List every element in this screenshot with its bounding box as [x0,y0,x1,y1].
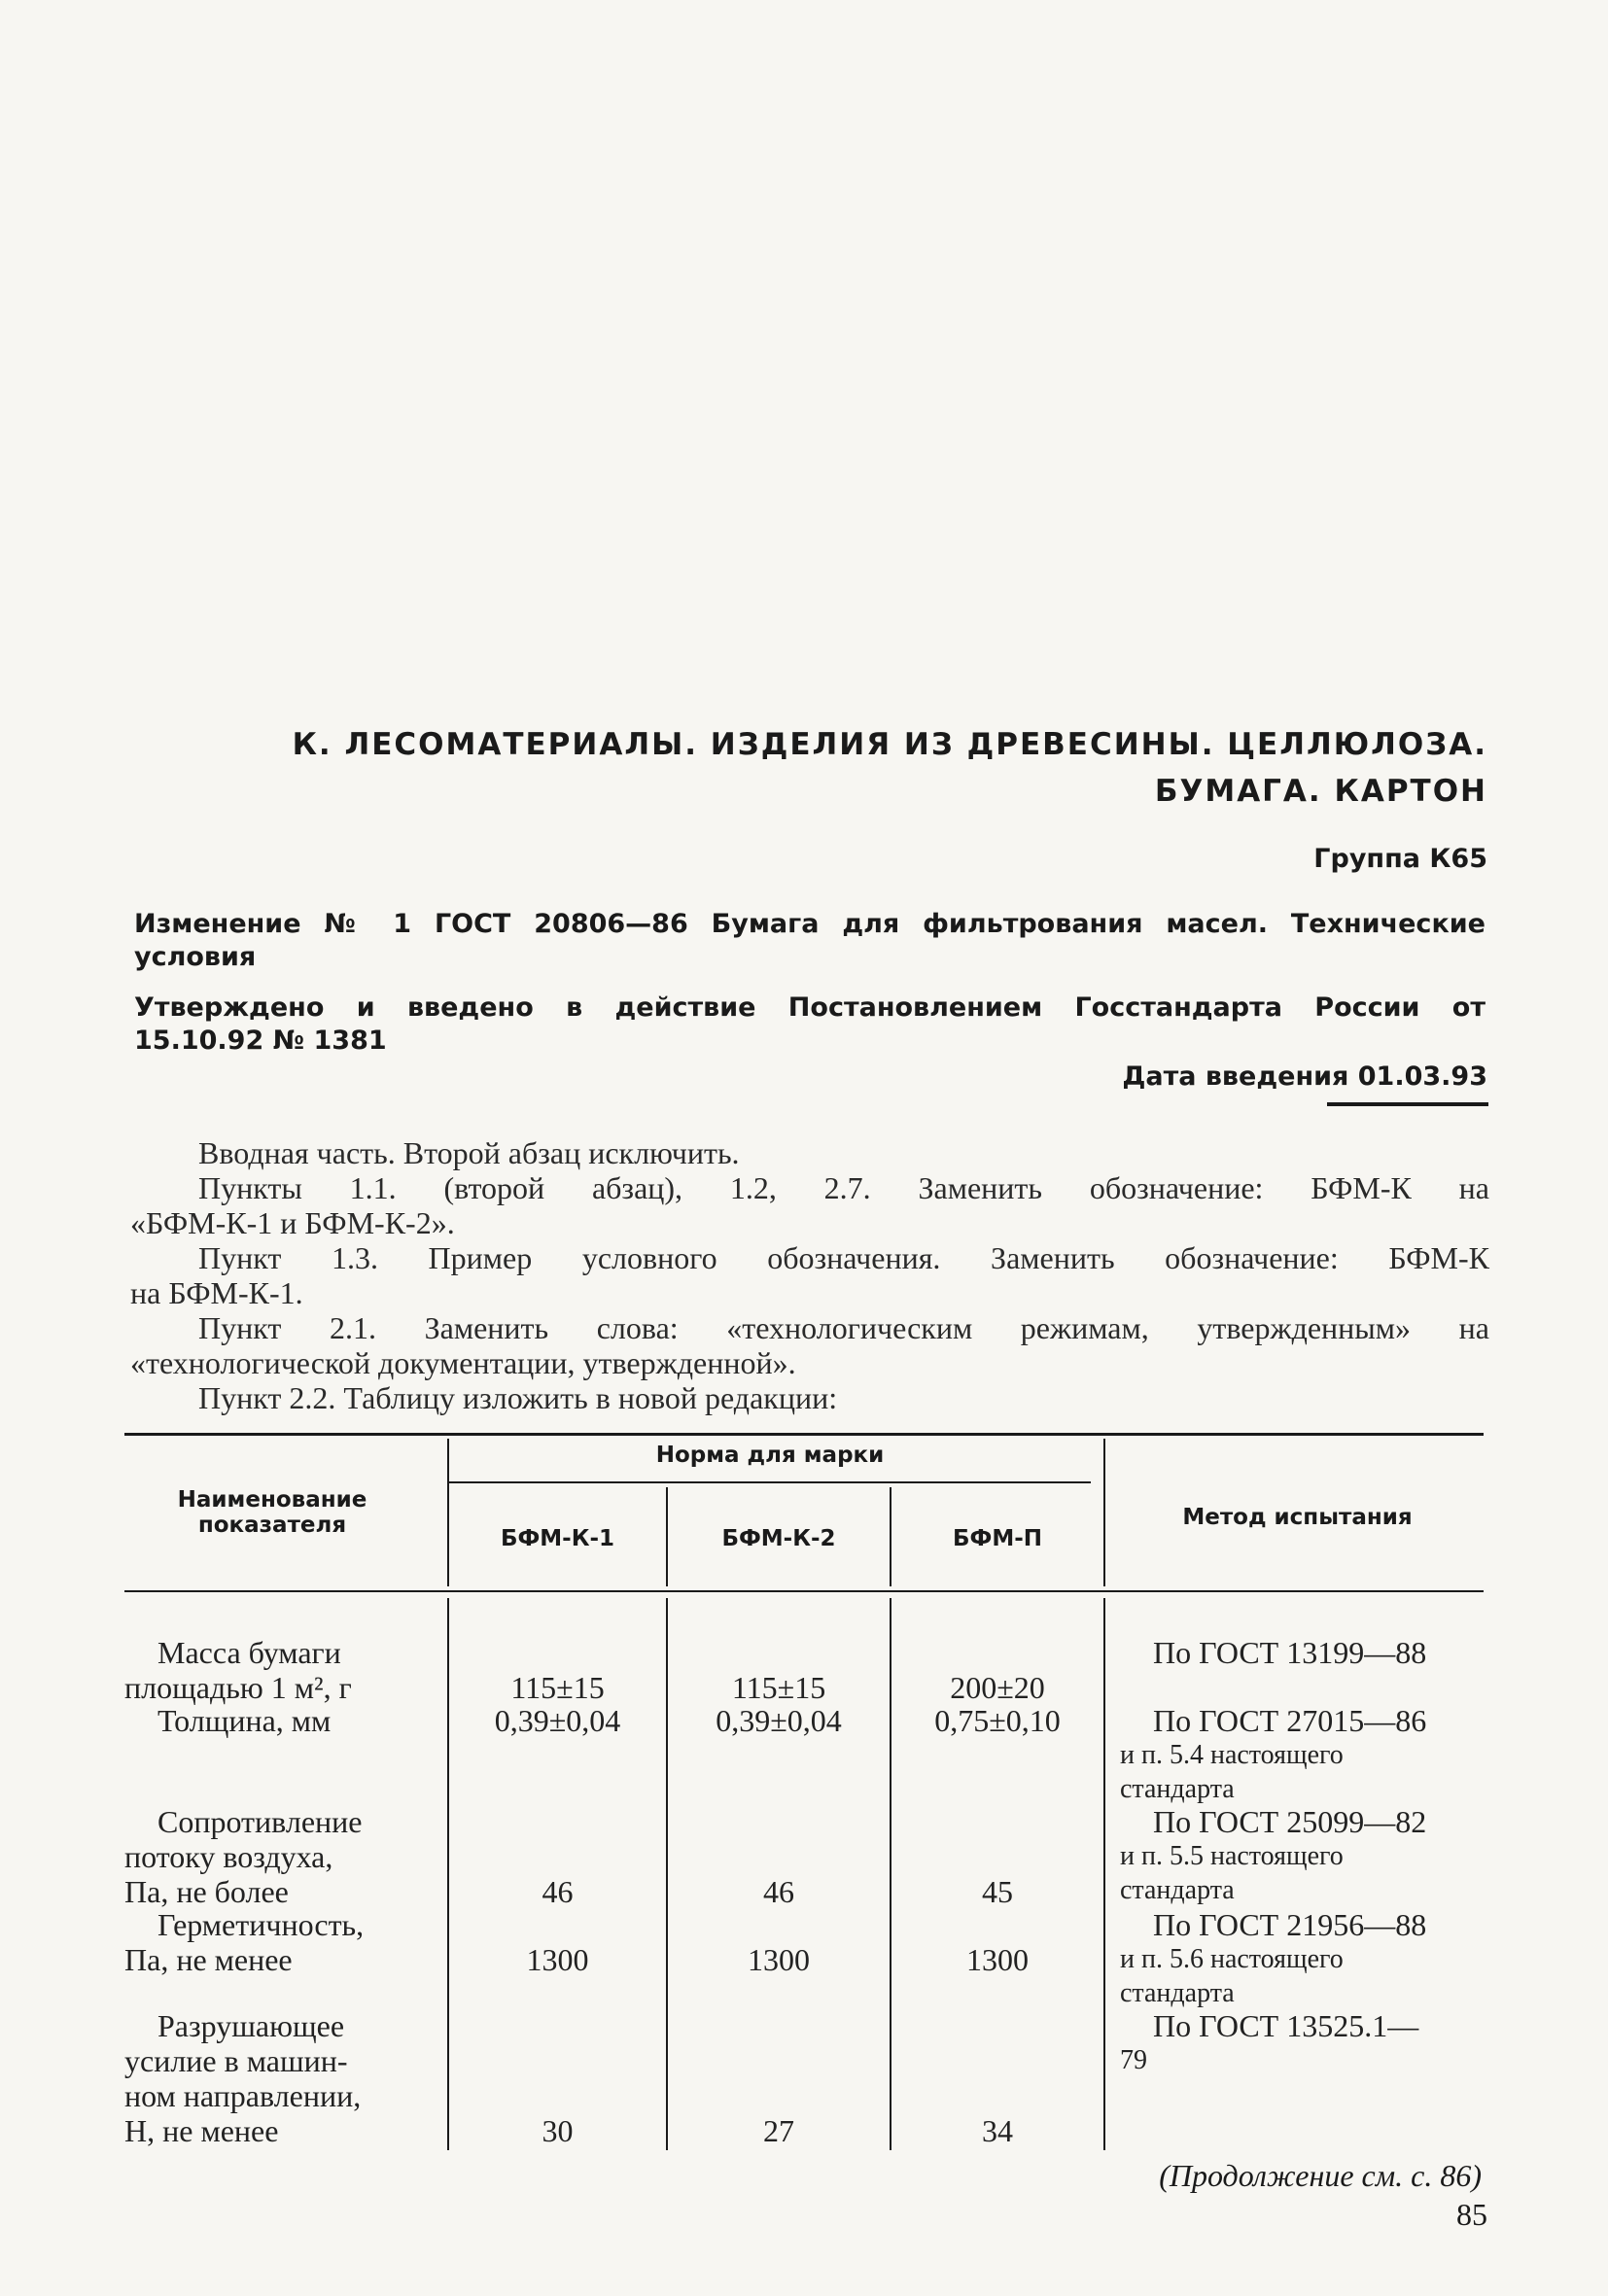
header-method: Метод испытания [1182,1505,1413,1530]
paragraph-cont: на БФМ-К-1. [130,1275,303,1310]
row-name-line: Герметичность, [157,1907,365,1942]
row-name-line: Н, не менее [124,2113,279,2148]
table-row-name [124,1703,416,1738]
cell-grade-2: 1300 [748,1942,810,1977]
header-bottom-rule [124,1590,1484,1592]
row-name-line: Разрушающее [157,2008,345,2043]
cell-grade-2: 115±15 [731,1670,826,1705]
cell-method [1120,1804,1489,1907]
paragraph-cont: «БФМ-К-1 и БФМ-К-2». [130,1205,455,1240]
method-line: стандарта [1120,1978,1235,2008]
norm-sub-rule [449,1481,1091,1483]
table-row-name [124,2008,416,2148]
effective-date-value: 01.03.93 [1357,1061,1487,1092]
table-row-name [124,1804,416,1909]
cell-grade-3: 200±20 [950,1670,1045,1705]
col-divider [1103,1598,1105,2150]
paragraph: Пункт 1.3. Пример условного обозначения. Заменить обозначение: БФМ-К [198,1240,1489,1275]
method-line: По ГОСТ 25099—82 [1153,1804,1427,1839]
cell-grade-2: 0,39±0,04 [716,1703,842,1738]
cell-grade-1: 0,39±0,04 [494,1703,621,1738]
method-line: стандарта [1120,1774,1235,1804]
cell-grade-1: 46 [542,1874,574,1909]
cell-grade-2: 27 [763,2113,794,2148]
cell-method [1120,2008,1489,2077]
cell-grade-1: 30 [542,2113,574,2148]
method-line: По ГОСТ 13525.1— [1153,2008,1419,2043]
cell-grade-2: 46 [763,1874,794,1909]
change-title-line1: Изменение № 1 ГОСТ 20806—86 Бумага для фильтрования масел. Технические [134,909,1486,939]
paragraph-cont: «технологической документации, утвержденной». [130,1345,796,1380]
section-heading-line2: БУМАГА. КАРТОН [1154,774,1487,809]
row-name-line: Па, не более [124,1874,289,1909]
header-grade-2: БФМ-К-2 [721,1526,836,1551]
cell-grade-1: 115±15 [510,1670,605,1705]
cell-grade-3: 1300 [966,1942,1029,1977]
continuation-note: (Продолжение см. с. 86) [1159,2158,1482,2193]
paragraph: Вводная часть. Второй абзац исключить. [198,1135,740,1170]
header-grade-3: БФМ-П [952,1526,1043,1551]
page-number: 85 [1456,2197,1487,2232]
table-row-name [124,1907,416,1977]
cell-grade-3: 34 [982,2113,1013,2148]
method-line: По ГОСТ 13199—88 [1153,1635,1427,1670]
method-line: 79 [1120,2045,1147,2075]
method-line: По ГОСТ 27015—86 [1153,1703,1427,1738]
row-name-line: потоку воздуха, [124,1839,333,1874]
group-label: Группа К65 [1313,844,1487,874]
row-name-line: усилие в машин- [124,2043,348,2078]
table-row-name [124,1635,416,1705]
effective-date [1122,1061,1487,1094]
paragraph: Пункт 2.1. Заменить слова: «технологическим режимам, утвержденным» на [198,1310,1489,1345]
method-line: стандарта [1120,1875,1235,1905]
row-name-line: Па, не менее [124,1942,293,1977]
approval-line2: 15.10.92 № 1381 [134,1026,387,1056]
method-line: и п. 5.4 настоящего [1120,1740,1344,1770]
effective-date-label: Дата введения [1122,1061,1358,1092]
method-line: и п. 5.5 настоящего [1120,1841,1344,1871]
row-name-line: Толщина, мм [157,1703,332,1738]
header-grade-1: БФМ-К-1 [500,1526,615,1551]
section-heading [175,721,1487,815]
row-name-line: ном направлении, [124,2078,362,2113]
cell-method [1120,1907,1489,2010]
cell-grade-3: 45 [982,1874,1013,1909]
paragraph: Пункт 2.2. Таблицу изложить в новой редакции: [198,1380,838,1415]
header-name: Наименование показателя [177,1487,367,1538]
approval-text [134,991,1486,1058]
row-name-line: Сопротивление [157,1804,363,1839]
approval-line1: Утверждено и введено в действие Постановлением Госстандарта России от [134,992,1486,1023]
method-line: и п. 5.6 настоящего [1120,1944,1344,1974]
method-line: По ГОСТ 21956—88 [1153,1907,1427,1942]
cell-method [1120,1635,1489,1670]
amendment-text [130,1135,1489,1415]
row-name-line: площадью 1 м², г [124,1670,352,1705]
date-underline [1327,1102,1488,1106]
change-title [134,908,1486,974]
row-name-line: Масса бумаги [157,1635,341,1670]
cell-grade-3: 0,75±0,10 [934,1703,1061,1738]
section-heading-line1: К. ЛЕСОМАТЕРИАЛЫ. ИЗДЕЛИЯ ИЗ ДРЕВЕСИНЫ. ЦЕЛЛЮЛОЗА. [292,727,1487,762]
paragraph: Пункты 1.1. (второй абзац), 1.2, 2.7. Заменить обозначение: БФМ-К на [198,1170,1489,1205]
header-norm: Норма для марки [655,1443,885,1468]
table-top-rule [124,1433,1484,1436]
cell-method [1120,1703,1489,1806]
change-title-line2: условия [134,942,257,972]
cell-grade-1: 1300 [526,1942,589,1977]
